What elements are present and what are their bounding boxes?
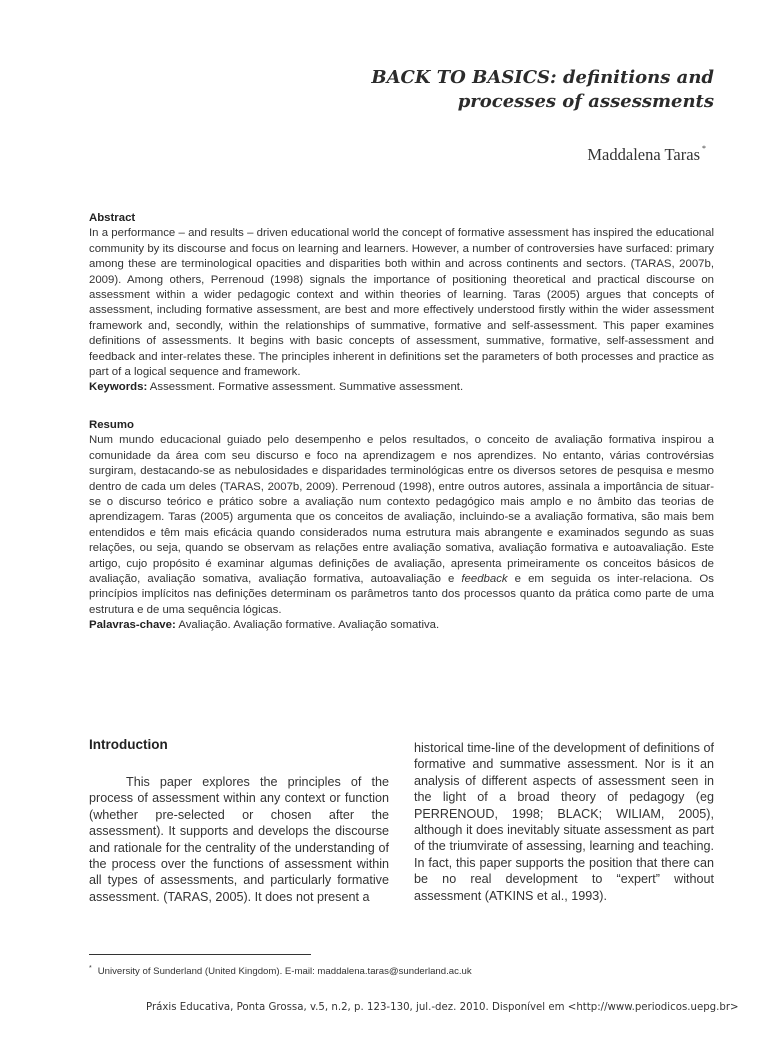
footnote-mark: * [89,965,92,972]
resumo-section [89,418,714,634]
author-name-text: Maddalena Taras [587,145,700,164]
keywords-label: Keywords: [89,381,148,394]
footnote-divider [89,954,311,955]
author-name [587,145,706,165]
journal-footer: Práxis Educativa, Ponta Grossa, v.5, n.2, p. 123-130, jul.-dez. 2010. Disponível em <http://www.periodicos.uepg.br> [146,1002,739,1013]
palavras-chave-label: Palavras-chave: [89,619,176,632]
author-footnote-mark: * [702,143,706,153]
paper-title: BACK TO BASICS: definitions and processes of assessments [371,67,714,112]
introduction-left-column: This paper explores the principles of the process of assessment within any context or function (whether pre-selected or chosen after the assessment). It supports and develops the discourse and rationale for the centrality of the understanding of the process over the functions of assessment within all types of assessments, and particularly formative assessment. (TARAS, 2005). It does not present a [89,775,389,904]
resumo-text [89,433,714,618]
abstract-section [89,211,714,396]
resumo-heading: Resumo [89,419,134,431]
abstract-heading: Abstract [89,212,136,224]
resumo-text-italic: feedback [461,573,508,586]
abstract-text: In a performance – and results – driven educational world the concept of formative assessment has inspired the educational community by its discourse and focus on learning and learners. However, a number of controversies have surfaced: primary among these are terminological opacities and disparities both within and across continents and sectors. (TARAS, 2007b, 2009). Among others, Perrenoud (1998) signals the importance of positioning theoretical and practical discourse on assessment within a wider pedagogic context and within theories of learning. Taras (2005) argues that concepts of assessment, including formative assessment, are best and more effectively understood firstly within the wider assessment framework and, secondly, within the relationships of summative, formative and self-assessment. This paper examines definitions of assessments. It begins with basic concepts of assessment, summative, formative, self-assessment and feedback and inter-relates these. The principles inherent in definitions set the parameters of both processes and practice as part of a logical sequence and framework. [89,227,714,379]
resumo-text-part2: e em seguida os inter-relaciona. Os princípios implícitos nas definições determinam os parâmetros tanto dos processos quanto da prática como parte de uma estrutura e de uma sequência lógicas. [89,573,714,616]
footnote-text: University of Sunderland (United Kingdom). E-mail: maddalena.taras@sunderland.ac.uk [97,966,472,978]
palavras-chave-line [89,618,714,633]
palavras-chave-text: Avaliação. Avaliação formative. Avaliação somativa. [178,619,440,632]
introduction-right-column: historical time-line of the development of definitions of formative and summative assessment. Nor is it an analysis of different aspects of assessment seen in the light of a broad theory of pedagogy (eg PERRENOUD, 1998; BLACK; WILIAM, 2005), although it does inevitably situate assessment as part of the triumvirate of assessing, learning and teaching. In fact, this paper supports the position that there can be no real development to “expert” without assessment (ATKINS et al., 1993). [414,741,714,903]
introduction-heading: Introduction [89,737,168,752]
resumo-text-part1: Num mundo educacional guiado pelo desempenho e pelos resultados, o conceito de avaliação formativa inspirou a comunidade da área com seu discurso e foco na aprendizagem e nos aprendizes. No entanto, várias controvérsias surgiram, destacando-se as nebulosidades e disparidades terminológicas entre os diversos setores de pesquisa e mesmo dentro de cada um deles (TARAS, 2007b, 2009). Perrenoud (1998), entre outros autores, assinala a importância de situar-se o discurso teórico e prático sobre a avaliação num contexto pedagógico mais amplo e no âmbito das teorias de aprendizagem. Taras (2005) argumenta que os conceitos de avaliação, incluindo-se a avaliação formativa, são mais bem entendidos e têm mais eficácia quando considerados numa estrutura mais abrangente e examinados segundo as suas relações, ou seja, quando se observam as relações entre avaliação somativa, avaliação formativa e autoavaliação. Este artigo, cujo propósito é examinar algumas definições de avaliação, apresenta primeiramente os conceitos básicos de avaliação, avaliação somativa, avaliação formativa, autoavaliação e [89,434,714,586]
keywords-line [89,380,714,395]
keywords-text: Assessment. Formative assessment. Summative assessment. [149,381,464,394]
footnote [89,965,472,977]
